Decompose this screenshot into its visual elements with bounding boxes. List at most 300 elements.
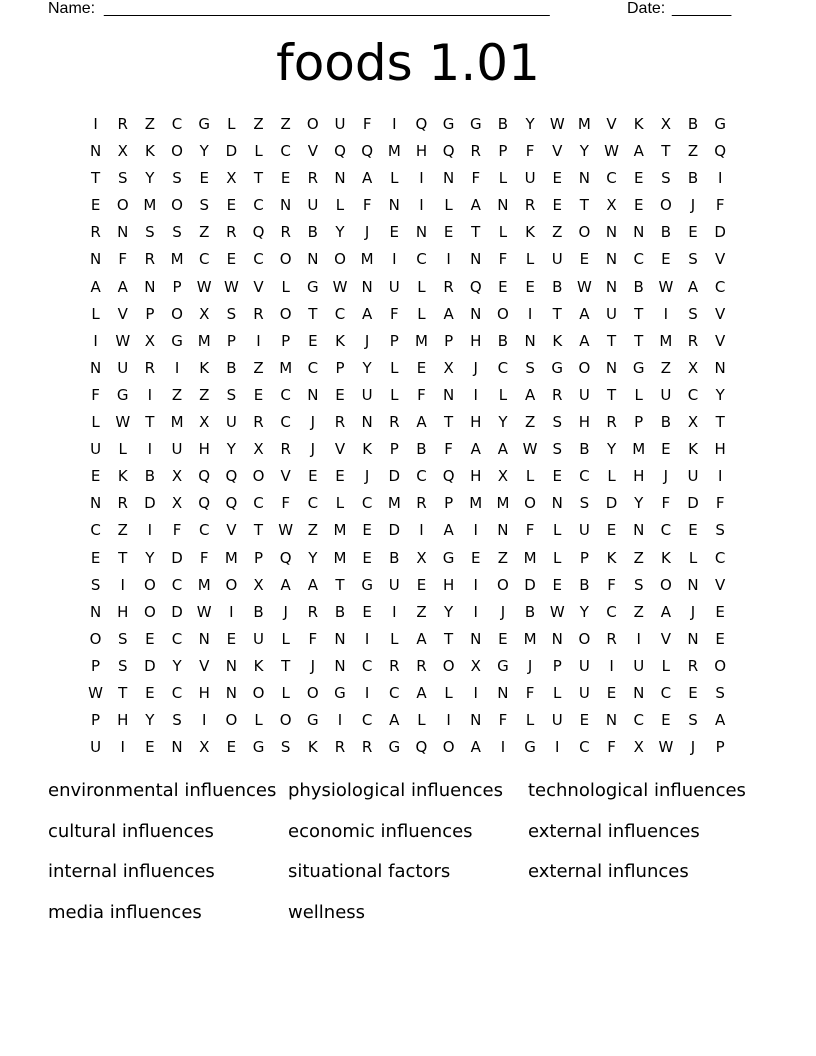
grid-letter: P — [552, 656, 562, 675]
grid-letter: F — [362, 115, 372, 133]
grid-letter: M — [279, 358, 293, 377]
grid-letter: E — [226, 629, 237, 648]
grid-letter: I — [392, 602, 397, 621]
grid-letter: X — [171, 494, 183, 513]
grid-row — [82, 653, 734, 680]
grid-letter: E — [633, 196, 644, 215]
grid-letter: O — [306, 683, 319, 702]
grid-letter: G — [361, 575, 373, 594]
grid-letter: Q — [415, 115, 428, 133]
grid-letter: E — [226, 738, 237, 757]
grid-letter: Z — [117, 521, 128, 540]
grid-letter: T — [444, 413, 454, 432]
grid-letter: S — [661, 169, 671, 188]
grid-letter: J — [310, 413, 316, 432]
grid-letter: S — [688, 304, 698, 323]
grid-letter: C — [633, 711, 644, 730]
grid-letter: P — [389, 331, 399, 350]
word-list-item: physiological influences — [288, 780, 503, 801]
grid-letter: A — [633, 142, 644, 161]
grid-letter: L — [553, 683, 562, 702]
grid-letter: L — [661, 656, 671, 675]
grid-letter: E — [389, 223, 400, 242]
grid-letter: J — [690, 602, 696, 621]
grid-letter: N — [361, 277, 373, 296]
grid-letter: E — [633, 169, 644, 188]
grid-letter: X — [497, 467, 509, 486]
grid-letter: X — [117, 142, 128, 161]
grid-letter: F — [525, 683, 535, 702]
grid-letter: M — [387, 494, 401, 513]
worksheet-header — [48, 0, 748, 21]
grid-letter: N — [89, 250, 102, 269]
grid-letter: O — [89, 629, 102, 648]
grid-letter: Y — [715, 385, 725, 404]
grid-letter: P — [253, 548, 264, 567]
grid-letter: N — [524, 331, 536, 350]
grid-letter: C — [280, 413, 291, 432]
grid-letter: E — [498, 277, 508, 296]
grid-letter: C — [687, 385, 699, 404]
grid-letter: G — [442, 548, 455, 567]
grid-letter: L — [335, 494, 345, 513]
grid-letter: I — [174, 358, 180, 377]
grid-letter: I — [419, 521, 424, 540]
grid-letter: A — [117, 277, 128, 296]
grid-letter: A — [90, 277, 101, 296]
grid-row — [82, 545, 734, 572]
grid-letter: B — [144, 467, 156, 486]
grid-letter: B — [389, 548, 400, 567]
grid-letter: F — [281, 494, 290, 513]
grid-letter: N — [171, 738, 183, 757]
grid-letter: U — [633, 656, 645, 675]
grid-letter: E — [688, 223, 698, 242]
grid-letter: G — [551, 358, 564, 377]
grid-letter: F — [308, 629, 318, 648]
grid-letter: O — [578, 629, 591, 648]
grid-letter: P — [444, 331, 454, 350]
grid-letter: A — [416, 629, 427, 648]
grid-letter: T — [634, 304, 644, 323]
grid-letter: P — [579, 548, 589, 567]
grid-letter: V — [715, 304, 726, 323]
grid-letter: L — [227, 115, 236, 133]
grid-letter: E — [552, 169, 562, 188]
grid-letter: R — [389, 413, 400, 432]
grid-letter: J — [364, 467, 370, 486]
grid-letter: N — [470, 304, 482, 323]
grid-letter: U — [578, 385, 590, 404]
grid-letter: E — [606, 521, 617, 540]
grid-letter: C — [171, 683, 183, 702]
grid-letter: W — [658, 738, 674, 757]
grid-letter: Y — [226, 440, 236, 459]
grid-letter: E — [253, 385, 264, 404]
grid-letter: B — [687, 169, 699, 188]
grid-letter: L — [390, 385, 399, 404]
grid-letter: L — [525, 711, 535, 730]
grid-letter: A — [470, 738, 481, 757]
grid-letter: U — [307, 196, 319, 215]
grid-letter: T — [715, 413, 725, 432]
grid-letter: W — [549, 602, 565, 621]
grid-letter: Y — [498, 413, 508, 432]
grid-letter: S — [172, 223, 182, 242]
grid-letter: U — [90, 440, 102, 459]
grid-letter: U — [117, 358, 129, 377]
grid-letter: L — [553, 521, 562, 540]
grid-letter: S — [226, 385, 237, 404]
grid-letter: R — [144, 358, 156, 377]
grid-letter: O — [659, 196, 672, 215]
grid-letter: T — [118, 548, 128, 567]
grid-letter: N — [551, 629, 563, 648]
grid-letter: I — [147, 385, 153, 404]
word-list-item: technological influences — [528, 780, 746, 801]
grid-letter: C — [90, 521, 101, 540]
grid-letter: V — [334, 440, 346, 459]
grid-letter: O — [306, 115, 319, 133]
grid-letter: Y — [145, 711, 155, 730]
grid-row — [82, 572, 734, 599]
grid-letter: C — [361, 711, 373, 730]
grid-letter: V — [280, 467, 291, 486]
word-list-item: economic influences — [288, 820, 473, 842]
grid-letter: B — [524, 602, 536, 621]
grid-letter: D — [605, 494, 618, 513]
grid-letter: S — [525, 358, 535, 377]
grid-letter: R — [253, 304, 264, 323]
grid-letter: G — [334, 683, 346, 702]
grid-letter: I — [446, 250, 451, 269]
grid-letter: G — [388, 738, 401, 757]
grid-letter: F — [715, 196, 725, 215]
grid-letter: M — [224, 548, 238, 567]
grid-letter: N — [633, 223, 645, 242]
grid-letter: M — [333, 548, 347, 567]
grid-letter: O — [442, 738, 455, 757]
grid-letter: T — [118, 683, 128, 702]
grid-letter: F — [715, 494, 725, 513]
grid-letter: L — [390, 629, 399, 648]
grid-letter: H — [470, 331, 482, 350]
grid-letter: W — [196, 602, 212, 621]
grid-letter: V — [660, 629, 671, 648]
grid-letter: J — [364, 331, 370, 350]
grid-letter: C — [307, 358, 319, 377]
grid-letter: C — [171, 115, 183, 133]
grid-letter: N — [551, 494, 563, 513]
grid-letter: T — [634, 331, 644, 350]
grid-letter: R — [307, 602, 319, 621]
grid-letter: D — [144, 656, 156, 675]
grid-letter: K — [307, 738, 318, 757]
grid-letter: C — [361, 494, 373, 513]
grid-letter: S — [199, 196, 209, 215]
grid-letter: G — [442, 115, 455, 133]
grid-row — [82, 463, 734, 490]
grid-letter: N — [605, 277, 618, 296]
grid-letter: Z — [307, 521, 318, 540]
grid-letter: L — [525, 250, 535, 269]
grid-letter: Z — [416, 602, 427, 621]
grid-row — [82, 626, 734, 653]
grid-letter: O — [252, 683, 265, 702]
grid-letter: Q — [442, 142, 455, 161]
grid-letter: H — [470, 467, 482, 486]
grid-letter: T — [579, 196, 589, 215]
grid-row — [82, 517, 734, 544]
grid-letter: N — [280, 196, 292, 215]
grid-letter: E — [362, 521, 372, 540]
grid-letter: P — [634, 413, 644, 432]
grid-letter: F — [498, 711, 508, 730]
grid-letter: X — [253, 440, 264, 459]
grid-letter: M — [632, 440, 646, 459]
word-list-item: external influnces — [528, 861, 689, 882]
grid-letter: Z — [633, 548, 644, 567]
grid-letter: Z — [687, 142, 699, 161]
grid-letter: F — [118, 250, 128, 269]
grid-letter: V — [715, 575, 726, 594]
grid-letter: R — [361, 738, 373, 757]
grid-letter: U — [687, 467, 699, 486]
date-label: Date: — [627, 0, 666, 17]
grid-letter: A — [362, 304, 373, 323]
grid-letter: B — [497, 115, 509, 133]
grid-letter: E — [308, 331, 318, 350]
grid-letter: M — [197, 331, 211, 350]
grid-letter: F — [661, 494, 671, 513]
grid-letter: I — [609, 656, 614, 675]
grid-letter: E — [471, 548, 481, 567]
grid-letter: T — [471, 223, 481, 242]
grid-letter: A — [470, 440, 481, 459]
grid-letter: G — [497, 656, 509, 675]
grid-letter: E — [90, 548, 101, 567]
grid-letter: G — [116, 385, 129, 404]
grid-letter: D — [388, 467, 401, 486]
grid-letter: Y — [525, 115, 535, 133]
grid-letter: V — [307, 142, 318, 161]
grid-letter: R — [389, 656, 400, 675]
name-label: Name: — [48, 0, 96, 17]
grid-letter: N — [578, 169, 590, 188]
grid-letter: K — [688, 440, 698, 459]
grid-letter: S — [715, 683, 725, 702]
grid-letter: A — [497, 440, 509, 459]
grid-letter: Z — [253, 358, 264, 377]
grid-letter: N — [687, 575, 699, 594]
grid-letter: K — [335, 331, 345, 350]
grid-letter: N — [633, 521, 645, 540]
grid-letter: N — [714, 358, 726, 377]
grid-letter: C — [253, 250, 264, 269]
grid-letter: A — [443, 521, 454, 540]
grid-letter: C — [606, 602, 617, 621]
grid-letter: J — [283, 602, 288, 621]
grid-row — [82, 490, 734, 517]
grid-letter: C — [714, 277, 726, 296]
grid-letter: L — [417, 711, 426, 730]
grid-letter: E — [145, 683, 155, 702]
grid-letter: H — [442, 575, 455, 594]
grid-letter: P — [715, 738, 725, 757]
grid-letter: E — [525, 277, 535, 296]
grid-letter: Z — [199, 385, 210, 404]
grid-row — [82, 355, 734, 382]
grid-letter: H — [117, 711, 129, 730]
grid-letter: F — [362, 196, 372, 215]
grid-row — [82, 382, 734, 409]
grid-letter: I — [663, 304, 669, 323]
grid-letter: C — [171, 629, 183, 648]
grid-letter: C — [361, 656, 373, 675]
grid-letter: H — [117, 602, 129, 621]
date-blank-line: _______ — [672, 0, 731, 17]
grid-letter: D — [171, 548, 183, 567]
grid-letter: E — [552, 467, 562, 486]
grid-letter: L — [688, 548, 698, 567]
grid-letter: E — [715, 602, 725, 621]
grid-letter: I — [555, 738, 560, 757]
grid-letter: I — [93, 115, 98, 133]
grid-letter: Z — [171, 385, 183, 404]
grid-letter: C — [416, 250, 427, 269]
grid-letter: X — [687, 413, 699, 432]
grid-letter: V — [715, 331, 726, 350]
grid-letter: I — [717, 169, 723, 188]
grid-letter: L — [118, 440, 127, 459]
grid-letter: X — [633, 738, 644, 757]
grid-letter: K — [117, 467, 128, 486]
grid-letter: C — [416, 467, 427, 486]
grid-letter: U — [606, 304, 618, 323]
grid-letter: F — [607, 575, 616, 594]
grid-row — [82, 301, 734, 328]
grid-letter: U — [551, 711, 563, 730]
grid-letter: N — [497, 196, 509, 215]
grid-letter: E — [606, 683, 617, 702]
grid-letter: I — [473, 385, 478, 404]
grid-letter: R — [117, 494, 128, 513]
grid-row — [82, 138, 734, 165]
grid-letter: K — [606, 548, 617, 567]
grid-letter: X — [226, 169, 237, 188]
grid-letter: A — [687, 277, 699, 296]
grid-letter: Q — [469, 277, 482, 296]
grid-letter: N — [117, 223, 129, 242]
grid-letter: F — [525, 521, 535, 540]
grid-letter: B — [660, 413, 671, 432]
grid-letter: N — [605, 711, 618, 730]
grid-letter: O — [578, 223, 591, 242]
grid-letter: P — [226, 331, 236, 350]
grid-letter: P — [335, 358, 345, 377]
grid-letter: U — [578, 683, 590, 702]
grid-letter: J — [310, 440, 316, 459]
word-list-item: internal influences — [48, 861, 215, 882]
grid-letter: B — [687, 115, 699, 133]
grid-letter: L — [281, 277, 290, 296]
grid-letter: L — [498, 169, 508, 188]
grid-letter: X — [470, 656, 481, 675]
grid-letter: E — [715, 629, 725, 648]
grid-letter: T — [606, 331, 617, 350]
grid-letter: W — [88, 683, 103, 702]
grid-letter: Z — [199, 223, 210, 242]
grid-letter: X — [199, 738, 210, 757]
grid-letter: R — [443, 277, 454, 296]
grid-letter: M — [523, 548, 537, 567]
grid-row — [82, 274, 734, 301]
grid-letter: S — [280, 738, 291, 757]
grid-letter: O — [143, 602, 156, 621]
grid-letter: N — [442, 385, 455, 404]
grid-letter: L — [444, 683, 453, 702]
grid-letter: H — [198, 683, 210, 702]
grid-letter: Y — [579, 142, 589, 161]
grid-letter: N — [388, 196, 400, 215]
grid-letter: M — [333, 521, 347, 540]
grid-letter: I — [473, 521, 478, 540]
grid-letter: V — [117, 304, 128, 323]
grid-letter: Q — [415, 738, 428, 757]
grid-letter: O — [279, 711, 292, 730]
grid-letter: Y — [145, 548, 155, 567]
grid-letter: F — [199, 548, 209, 567]
grid-letter: D — [144, 494, 156, 513]
grid-letter: B — [253, 602, 264, 621]
grid-letter: F — [91, 385, 100, 404]
grid-letter: C — [579, 467, 590, 486]
grid-letter: J — [690, 196, 696, 215]
grid-letter: I — [201, 711, 207, 730]
grid-letter: W — [115, 331, 131, 350]
grid-letter: V — [606, 115, 617, 133]
grid-letter: L — [390, 169, 399, 188]
word-list-item: cultural influences — [48, 820, 214, 842]
grid-letter: U — [171, 440, 183, 459]
grid-letter: C — [253, 196, 264, 215]
grid-letter: E — [661, 440, 671, 459]
grid-letter: E — [90, 467, 101, 486]
grid-letter: O — [279, 250, 292, 269]
grid-letter: D — [687, 494, 699, 513]
grid-letter: O — [171, 304, 183, 323]
word-list-item: situational factors — [288, 861, 451, 882]
grid-letter: B — [416, 440, 427, 459]
grid-letter: U — [90, 738, 102, 757]
grid-letter: A — [416, 413, 427, 432]
grid-letter: M — [577, 115, 591, 133]
grid-letter: W — [658, 277, 674, 296]
grid-letter: B — [334, 602, 346, 621]
grid-letter: T — [253, 521, 264, 540]
grid-letter: E — [145, 738, 155, 757]
grid-letter: Z — [524, 413, 536, 432]
grid-letter: P — [172, 277, 182, 296]
word-list-item: external influences — [528, 820, 700, 842]
grid-letter: Z — [660, 358, 671, 377]
grid-letter: L — [254, 142, 263, 161]
grid-letter: R — [280, 223, 291, 242]
grid-letter: M — [496, 494, 510, 513]
grid-letter: P — [389, 440, 399, 459]
grid-letter: L — [281, 629, 290, 648]
grid-letter: E — [688, 683, 698, 702]
